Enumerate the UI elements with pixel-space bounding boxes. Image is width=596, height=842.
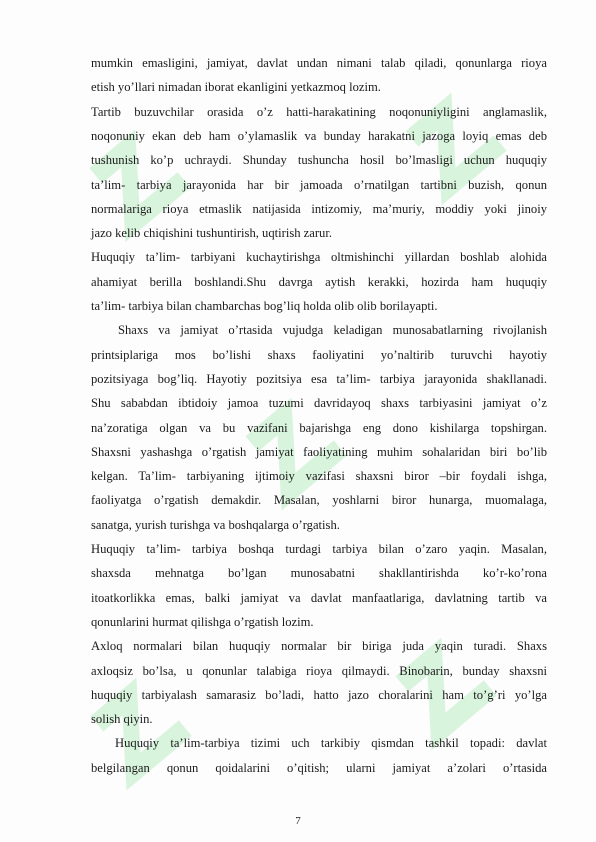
text-line: Shaxsni yashashga o’rgatish jamiyat faoliyatining muhim sohalaridan biri bo’lib [91,444,547,459]
text-line: Tartib buzuvchilar orasida o’z hatti-harakatining noqonuniyligini anglamaslik, [91,104,547,119]
text-line: noqonuniy ekan deb ham o’ylamaslik va bunday harakatni jazoga loyiq emas deb [91,128,547,143]
page-number: 7 [295,815,301,827]
text-line: itoatkorlikka emas, balki jamiyat va davlat manfaatlariga, davlatning tartib va [91,590,547,605]
text-line: Shaxs va jamiyat o’rtasida vujudga keladigan munosabatlarning rivojlanish [118,323,547,338]
text-line: huquqiy tarbiyalash samarasiz bo’ladi, hatto jazo choralarini ham to’g’ri yo’lga [91,687,547,702]
text-line: shaxsda mehnatga bo’lgan munosabatni shakllantirishda ko’r-ko’rona [91,566,547,581]
text-line: ahamiyat berilla boshlandi.Shu davrga aytish kerakki, hozirda ham huquqiy [91,274,547,289]
text-line: na’zoratiga olgan va bu vazifani bajarishga eng dono kishilarga topshirgan. [91,420,547,435]
text-line: Axloq normalari bilan huquqiy normalar bir biriga juda yaqin turadi. Shaxs [91,639,547,654]
text-line: solish qiyin. [91,712,153,727]
text-line: Shu sababdan ibtidoiy jamoa tuzumi davridayoq shaxs tarbiyasini jamiyat o’z [91,396,547,411]
text-line: axloqsiz bo’lsa, u qonunlar talabiga rioya qilmaydi. Binobarin, bunday shaxsni [91,663,547,678]
text-line: normalariga rioya etmaslik natijasida intizomiy, ma’muriy, moddiy yoki jinoiy [91,201,547,216]
text-line: Huquqiy ta’lim- tarbiya boshqa turdagi tarbiya bilan o’zaro yaqin. Masalan, [91,542,547,556]
text-line: tushunish ko’p uchraydi. Shunday tushuncha hosil bo’lmasligi uchun huquqiy [91,153,547,168]
text-line: ta’lim- tarbiya bilan chambarchas bog’liq holda olib olib borilayapti. [91,299,438,313]
text-line: sanatga, yurish turishga va boshqalarga o’rgatish. [91,517,340,532]
text-line: pozitsiyaga bog’liq. Hayotiy pozitsiya esa ta’lim- tarbiya jarayonida shakllanadi. [91,371,547,386]
text-line: ta’lim- tarbiya jarayonida har bir jamoada o’rnatilgan tartibni buzish, qonun [91,177,547,192]
text-line: Huquqiy ta’lim- tarbiyani kuchaytirishga oltmishinchi yillardan boshlab alohida [91,250,547,265]
text-line: etish yo’llari nimadan iborat ekanligini yetkazmoq lozim. [91,80,381,95]
text-line: qonunlarini hurmat qilishga o’rgatish lozim. [91,614,314,629]
text-line: mumkin emasligini, jamiyat, davlat undan nimani talab qiladi, qonunlarga rioya [91,56,547,70]
text-line: printsiplariga mos bo’lishi shaxs faoliyatini yo’naltirib turuvchi hayotiy [91,347,547,362]
text-line: belgilangan qonun qoidalarini o’qitish; ularni jamiyat a’zolari o’rtasida [91,760,547,775]
text-line: faoliyatga o’rgatish demakdir. Masalan, yoshlarni biror hunarga, muomalaga, [91,493,547,508]
text-line: Huquqiy ta’lim-tarbiya tizimi uch tarkibiy qismdan tashkil topadi: davlat [115,736,547,751]
text-line: kelgan. Ta’lim- tarbiyaning ijtimoiy vazifasi shaxsni biror –bir foydali ishga, [91,469,547,484]
text-line: jazo kelib chiqishini tushuntirish, uqtirish zarur. [91,226,332,241]
